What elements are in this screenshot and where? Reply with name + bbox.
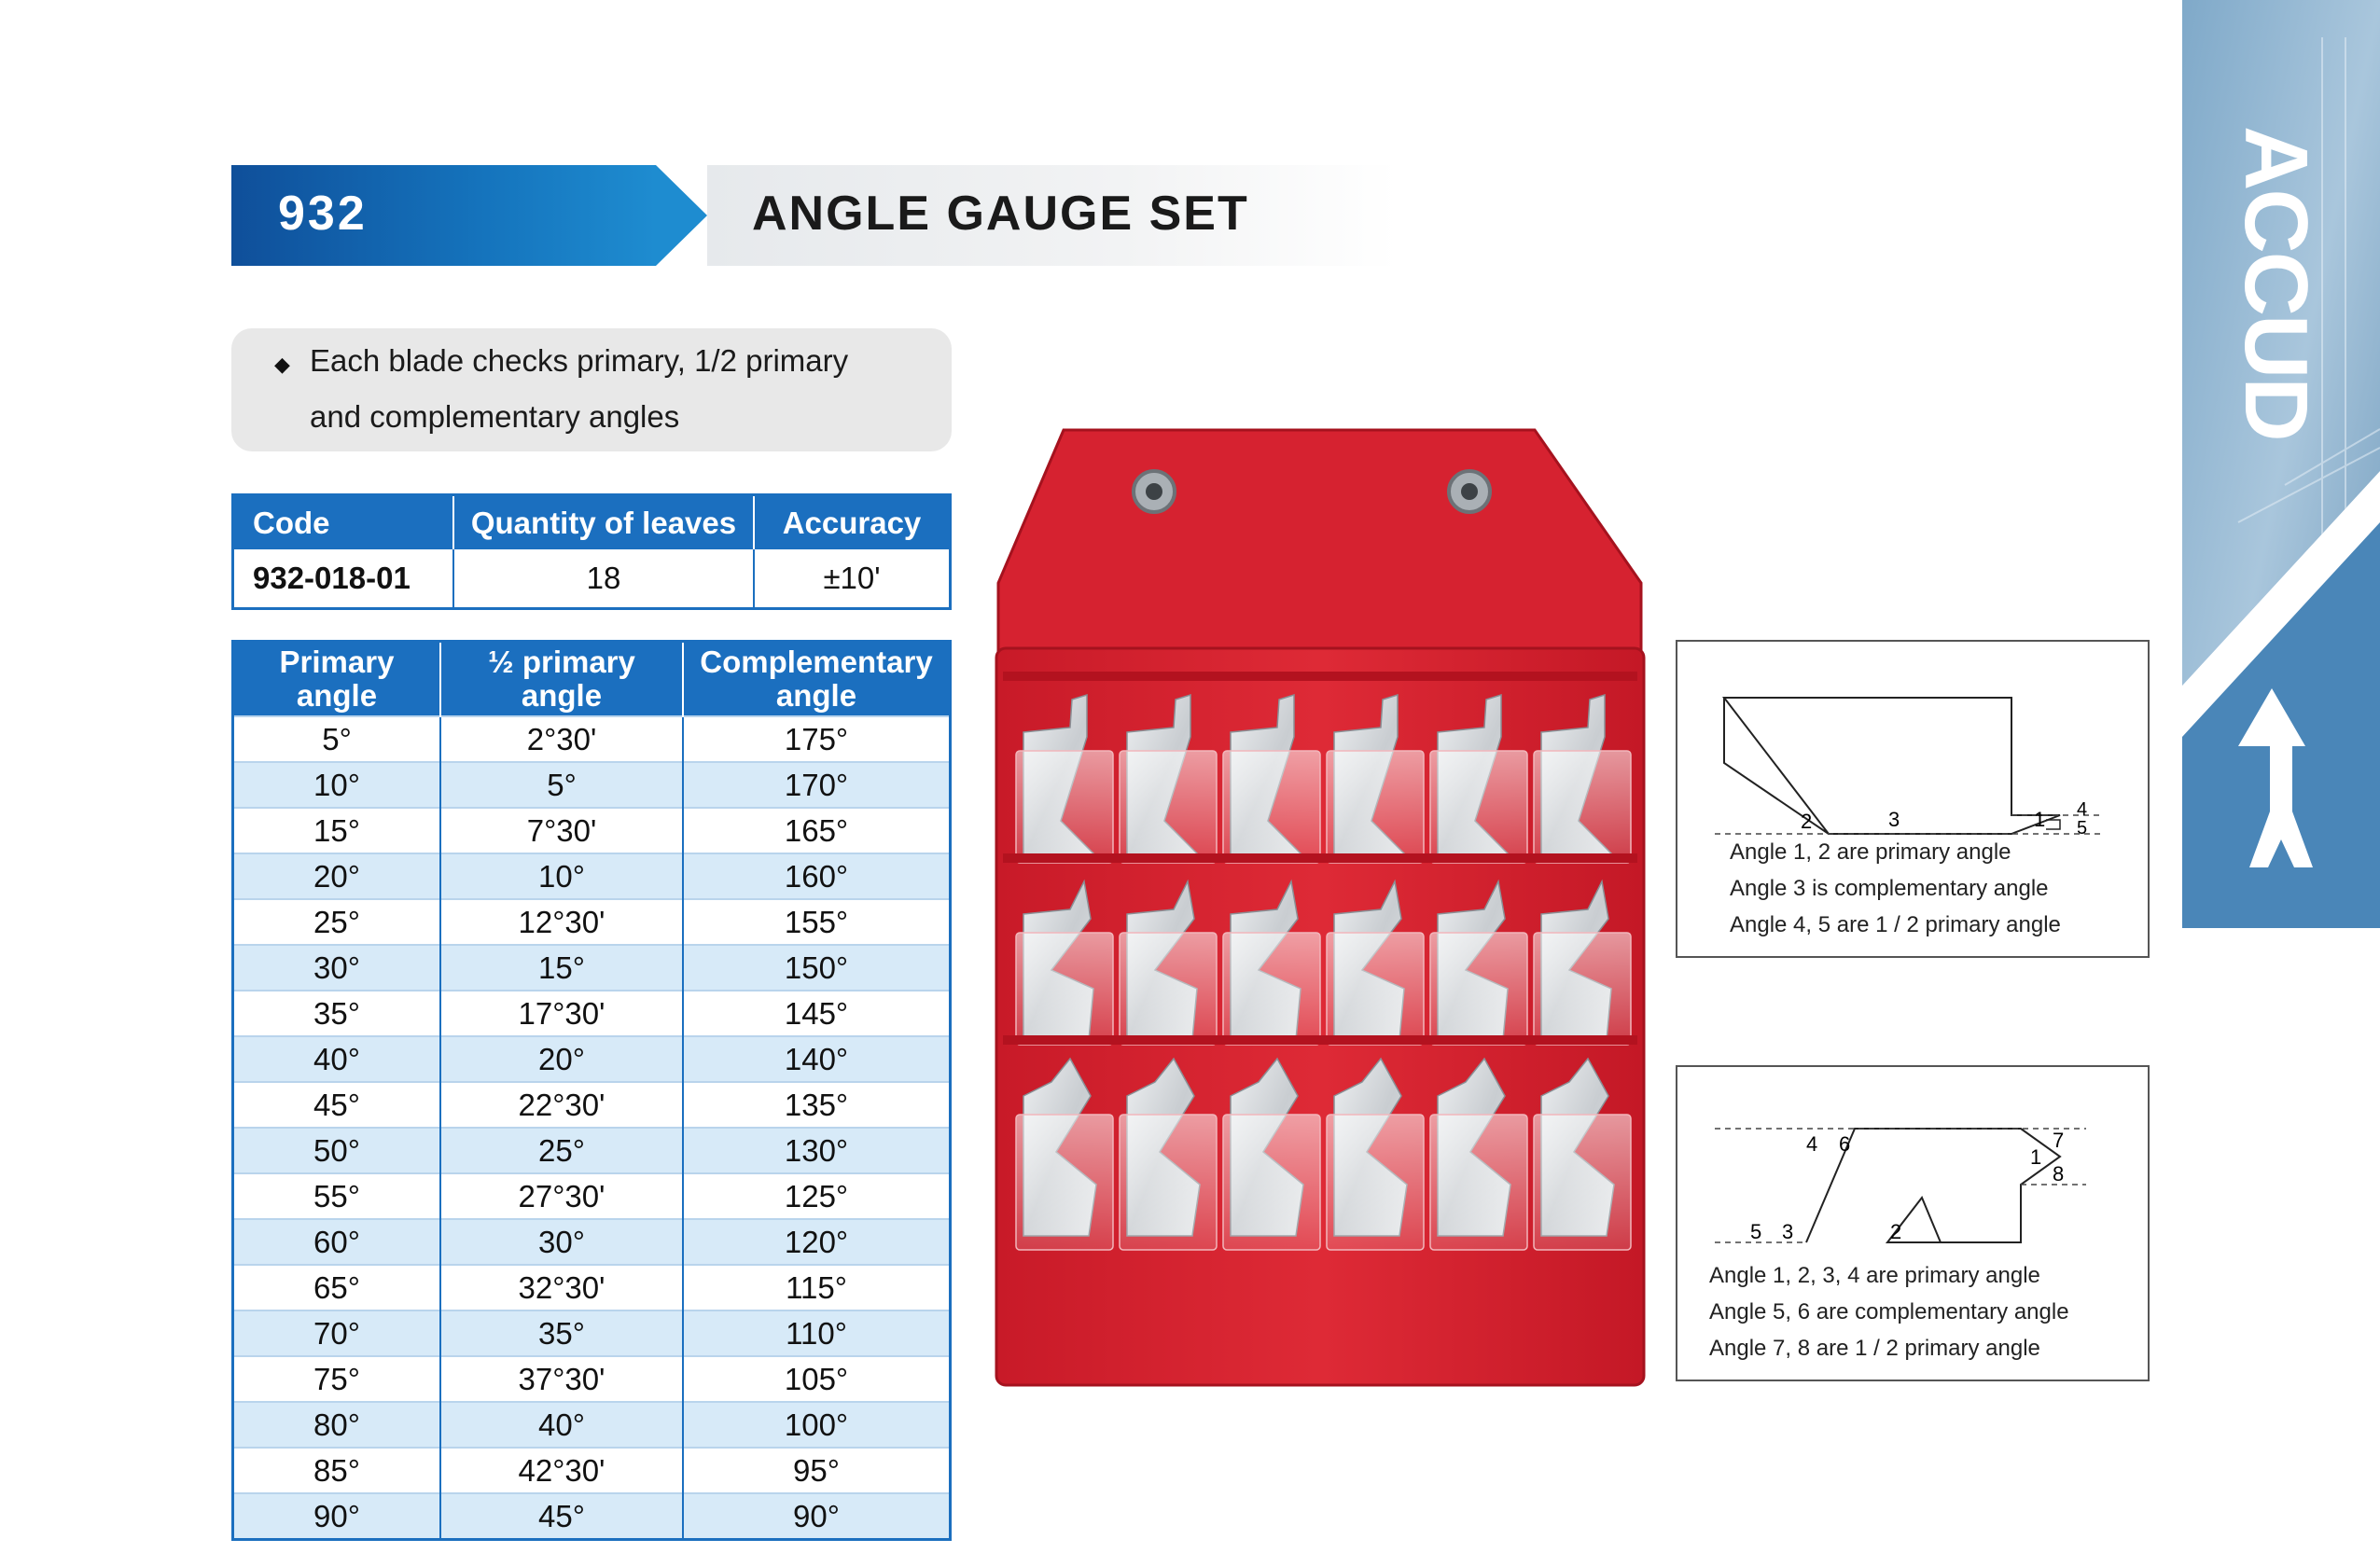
- complementary-angle-cell: 90°: [683, 1493, 951, 1540]
- half-primary-angle-cell: 22°30': [440, 1082, 683, 1128]
- clear-pocket: [1120, 751, 1217, 863]
- clear-pocket: [1120, 933, 1217, 1045]
- title-banner: [231, 165, 1398, 266]
- primary-angle-cell: 85°: [233, 1448, 441, 1493]
- complementary-angle-cell: 165°: [683, 808, 951, 853]
- banner-arrow: [656, 165, 707, 266]
- table-row: [233, 1310, 951, 1356]
- spec-quantity-value: 18: [453, 549, 754, 609]
- complementary-angle-cell: 115°: [683, 1265, 951, 1310]
- diagram2-label-4: 4: [1806, 1132, 1818, 1156]
- complementary-angle-cell: 155°: [683, 899, 951, 945]
- brand-side-strip: [2182, 0, 2380, 928]
- complementary-angle-cell: 160°: [683, 853, 951, 899]
- primary-angle-cell: 45°: [233, 1082, 441, 1128]
- primary-angle-cell: 35°: [233, 991, 441, 1036]
- clear-pocket: [1534, 933, 1631, 1045]
- half-primary-angle-cell: 30°: [440, 1219, 683, 1265]
- primary-angle-cell: 70°: [233, 1310, 441, 1356]
- table-row: [233, 1219, 951, 1265]
- brand-logo: ACCUD: [2226, 126, 2326, 440]
- table-row: [233, 1036, 951, 1082]
- feature-text-line-1: Each blade checks primary, 1/2 primary: [310, 343, 849, 378]
- header-half-line1: ½ primary: [488, 645, 635, 679]
- complementary-angle-cell: 145°: [683, 991, 951, 1036]
- clear-pocket: [1327, 933, 1424, 1045]
- half-primary-angle-cell: 2°30': [440, 716, 683, 762]
- primary-angle-cell: 60°: [233, 1219, 441, 1265]
- half-primary-angle-cell: 20°: [440, 1036, 683, 1082]
- table-row: [233, 945, 951, 991]
- table-row: [233, 762, 951, 808]
- table-row: [233, 853, 951, 899]
- complementary-angle-cell: 95°: [683, 1448, 951, 1493]
- primary-angle-cell: 50°: [233, 1128, 441, 1173]
- header-half-primary-angle: [440, 642, 683, 717]
- clear-pocket: [1016, 933, 1113, 1045]
- diagram2-label-5: 5: [1750, 1220, 1762, 1243]
- table-row: [233, 1128, 951, 1173]
- diagram1-label-2: 2: [1801, 810, 1813, 833]
- half-primary-angle-cell: 25°: [440, 1128, 683, 1173]
- half-primary-angle-cell: 32°30': [440, 1265, 683, 1310]
- half-primary-angle-cell: 45°: [440, 1493, 683, 1540]
- table-row: [233, 1448, 951, 1493]
- header-compl-line2: angle: [775, 678, 857, 713]
- diagram1-label-1: 1: [2034, 808, 2046, 831]
- half-primary-angle-cell: 42°30': [440, 1448, 683, 1493]
- clear-pocket: [1223, 751, 1320, 863]
- primary-angle-cell: 25°: [233, 899, 441, 945]
- complementary-angle-cell: 150°: [683, 945, 951, 991]
- half-primary-angle-cell: 10°: [440, 853, 683, 899]
- diagram1-label-4: 4: [2077, 799, 2088, 820]
- diagram2-note-2: Angle 5, 6 are complementary angle: [1709, 1299, 2069, 1324]
- table-row: [233, 1356, 951, 1402]
- half-primary-angle-cell: 7°30': [440, 808, 683, 853]
- half-primary-angle-cell: 15°: [440, 945, 683, 991]
- complementary-angle-cell: 110°: [683, 1310, 951, 1356]
- complementary-angle-cell: 170°: [683, 762, 951, 808]
- primary-angle-cell: 5°: [233, 716, 441, 762]
- table-row: [233, 716, 951, 762]
- spec-accuracy-value: ±10': [754, 549, 951, 609]
- clear-pocket: [1430, 751, 1527, 863]
- diagram2-label-3: 3: [1782, 1220, 1794, 1243]
- feature-box: [231, 328, 952, 451]
- header-primary-angle: [233, 642, 441, 717]
- clear-pocket: [1223, 933, 1320, 1045]
- clear-pocket: [1534, 751, 1631, 863]
- table-row: [233, 1493, 951, 1540]
- table-row: [233, 1265, 951, 1310]
- spec-row: [233, 549, 951, 609]
- half-primary-angle-cell: 17°30': [440, 991, 683, 1036]
- spec-header-code: Code: [233, 495, 454, 550]
- header-complementary-angle: [683, 642, 951, 717]
- spec-header-row: [233, 495, 951, 550]
- product-code: 932: [278, 187, 368, 241]
- diagram-box-2: [1676, 1065, 2150, 1381]
- complementary-angle-cell: 135°: [683, 1082, 951, 1128]
- complementary-angle-cell: 100°: [683, 1402, 951, 1448]
- primary-angle-cell: 20°: [233, 853, 441, 899]
- clear-pocket: [1327, 1115, 1424, 1250]
- diagram2-label-6: 6: [1839, 1132, 1851, 1156]
- angle-gauge-pouch-image: [994, 424, 1647, 1390]
- clear-pocket: [1534, 1115, 1631, 1250]
- feature-text-line-2: and complementary angles: [310, 399, 680, 434]
- diagram1-note-1: Angle 1, 2 are primary angle: [1730, 839, 2011, 865]
- table-row: [233, 808, 951, 853]
- header-half-line2: angle: [521, 678, 603, 713]
- header-compl-line1: Complementary: [700, 645, 933, 679]
- spec-header-accuracy: Accuracy: [754, 495, 951, 550]
- diagram2-note-1: Angle 1, 2, 3, 4 are primary angle: [1709, 1263, 2040, 1288]
- diagram2-label-8: 8: [2053, 1162, 2065, 1186]
- clear-pocket: [1120, 1115, 1217, 1250]
- diagram1-label-3: 3: [1888, 808, 1900, 831]
- diagram2-note-3: Angle 7, 8 are 1 / 2 primary angle: [1709, 1336, 2040, 1361]
- bullet-icon: ◆: [274, 353, 290, 376]
- half-primary-angle-cell: 5°: [440, 762, 683, 808]
- header-primary-line2: angle: [296, 678, 378, 713]
- half-primary-angle-cell: 35°: [440, 1310, 683, 1356]
- clear-pocket: [1223, 1115, 1320, 1250]
- half-primary-angle-cell: 12°30': [440, 899, 683, 945]
- complementary-angle-cell: 140°: [683, 1036, 951, 1082]
- primary-angle-cell: 55°: [233, 1173, 441, 1219]
- complementary-angle-cell: 120°: [683, 1219, 951, 1265]
- spec-table: [231, 493, 952, 610]
- complementary-angle-cell: 125°: [683, 1173, 951, 1219]
- primary-angle-cell: 75°: [233, 1356, 441, 1402]
- diagram1-label-5: 5: [2077, 818, 2088, 839]
- table-row: [233, 899, 951, 945]
- spec-header-quantity: Quantity of leaves: [453, 495, 754, 550]
- spec-code-value: 932-018-01: [233, 549, 454, 609]
- clear-pocket: [1016, 1115, 1113, 1250]
- complementary-angle-cell: 105°: [683, 1356, 951, 1402]
- half-primary-angle-cell: 27°30': [440, 1173, 683, 1219]
- table-row: [233, 1173, 951, 1219]
- clear-pocket: [1016, 751, 1113, 863]
- clear-pocket: [1430, 1115, 1527, 1250]
- diagram2-label-2: 2: [1890, 1220, 1902, 1243]
- page-title: ANGLE GAUGE SET: [752, 187, 1249, 241]
- angle-header-row: [233, 642, 951, 717]
- primary-angle-cell: 65°: [233, 1265, 441, 1310]
- table-row: [233, 1082, 951, 1128]
- half-primary-angle-cell: 37°30': [440, 1356, 683, 1402]
- complementary-angle-cell: 130°: [683, 1128, 951, 1173]
- blade-diagram-1: [1677, 642, 2148, 956]
- diagram2-label-7: 7: [2053, 1129, 2065, 1152]
- complementary-angle-cell: 175°: [683, 716, 951, 762]
- primary-angle-cell: 30°: [233, 945, 441, 991]
- clear-pocket: [1327, 751, 1424, 863]
- diagram2-label-1: 1: [2030, 1145, 2042, 1169]
- table-row: [233, 1402, 951, 1448]
- primary-angle-cell: 40°: [233, 1036, 441, 1082]
- primary-angle-cell: 90°: [233, 1493, 441, 1540]
- primary-angle-cell: 10°: [233, 762, 441, 808]
- table-row: [233, 991, 951, 1036]
- diagram1-note-2: Angle 3 is complementary angle: [1730, 876, 2049, 901]
- diagram1-note-3: Angle 4, 5 are 1 / 2 primary angle: [1730, 912, 2061, 937]
- blade-diagram-2: [1677, 1067, 2148, 1380]
- primary-angle-cell: 15°: [233, 808, 441, 853]
- diagram-box-1: [1676, 640, 2150, 958]
- half-primary-angle-cell: 40°: [440, 1402, 683, 1448]
- primary-angle-cell: 80°: [233, 1402, 441, 1448]
- angle-table: [231, 640, 952, 1541]
- clear-pocket: [1430, 933, 1527, 1045]
- header-primary-line1: Primary: [279, 645, 395, 679]
